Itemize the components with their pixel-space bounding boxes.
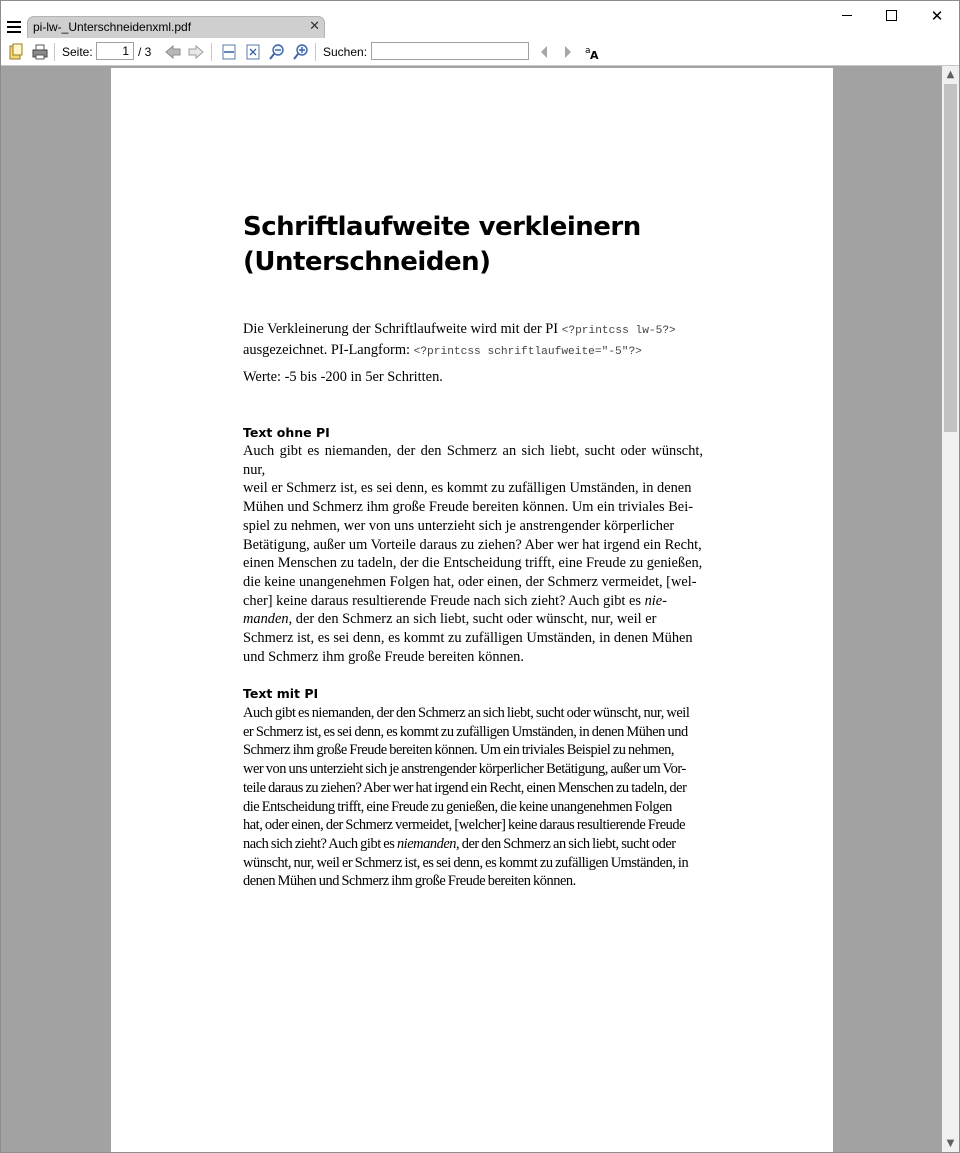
- text-line: wünscht, nur, weil er Schmerz ist, es sei denn, es kommt zu zufälligen Umständen, in: [243, 854, 689, 871]
- text-line: wer von uns unterzieht sich je anstrengender körperlicher Betätigung, außer um Vor-: [243, 761, 686, 778]
- text-line: [243, 610, 703, 629]
- intro-text: ausgezeichnet. PI-Langform:: [243, 341, 414, 358]
- text-line: er Schmerz ist, es sei denn, es kommt zu zufälligen Umständen, in denen Mühen und: [243, 723, 688, 740]
- zoom-in-icon[interactable]: [292, 43, 310, 61]
- title-line: (Unterschneiden): [243, 247, 491, 277]
- scroll-down-icon[interactable]: ▼: [946, 1138, 955, 1149]
- text-line: [243, 592, 703, 611]
- text-line: die Entscheidung trifft, eine Freude zu genießen, die keine unangenehmen Folgen: [243, 798, 672, 815]
- emphasis: manden: [243, 611, 289, 628]
- page-total: / 3: [138, 45, 152, 59]
- toolbar-separator: [211, 43, 212, 61]
- search-label: Suchen:: [323, 45, 368, 59]
- toolbar-separator: [315, 43, 316, 61]
- text-line: Auch gibt es niemanden, der den Schmerz an sich liebt, sucht oder wünscht, nur,: [243, 443, 703, 478]
- svg-text:a: a: [585, 46, 591, 56]
- text-line: die keine unangenehmen Folgen hat, oder einen, der Schmerz vermeidet, [wel-: [243, 573, 697, 590]
- text-line: teile daraus zu ziehen? Aber wer hat irgend ein Recht, einen Menschen zu tadeln, der: [243, 779, 687, 796]
- text-line: Betätigung, außer um Vorteile daraus zu ziehen? Aber wer hat irgend ein Recht,: [243, 536, 702, 553]
- previous-page-icon[interactable]: [164, 43, 182, 61]
- paragraph-with-pi: [243, 704, 703, 891]
- title-line: Schriftlaufweite verkleinern: [243, 212, 641, 242]
- open-file-icon[interactable]: [8, 43, 24, 61]
- text-line: Mühen und Schmerz ihm große Freude bereiten können. Um ein triviales Bei-: [243, 499, 693, 516]
- page-label: Seite:: [62, 45, 93, 59]
- document-title: [243, 210, 713, 280]
- document-tab[interactable]: [27, 16, 325, 38]
- pdf-page: [111, 68, 833, 1152]
- match-case-icon[interactable]: [584, 43, 602, 61]
- text-line: [243, 835, 703, 854]
- tab-close-icon[interactable]: ✕: [309, 19, 320, 34]
- values-paragraph: Werte: -5 bis -200 in 5er Schritten.: [243, 369, 443, 385]
- text-line: Schmerz ist, es sei denn, es kommt zu zufälligen Umständen, in denen Mühen: [243, 630, 693, 647]
- search-next-icon[interactable]: [562, 43, 574, 61]
- text-line: weil er Schmerz ist, es sei denn, es kommt zu zufälligen Umständen, in denen: [243, 480, 692, 497]
- tab-title: pi-lw-_Unterschneidenxml.pdf: [33, 20, 192, 34]
- text-line: spiel zu nehmen, wer von uns unterzieht sich je anstrengender körperlicher: [243, 517, 675, 534]
- document-viewport[interactable]: [1, 66, 942, 1152]
- page-number-input[interactable]: 1: [96, 42, 134, 60]
- pi-long-code: <?printcss schriftlaufweite="-5"?>: [413, 345, 642, 358]
- scroll-up-icon[interactable]: ▲: [946, 69, 955, 80]
- text-segment: , der den Schmerz an sich liebt, sucht oder wünscht, nur, weil er: [288, 611, 657, 628]
- window-maximize-button[interactable]: [877, 5, 905, 27]
- minimize-icon: [842, 15, 852, 16]
- text-segment: cher] keine daraus resultierende Freude nach sich zieht? Auch gibt es: [243, 592, 645, 609]
- fit-width-icon[interactable]: [220, 43, 238, 61]
- text-segment: , der den Schmerz an sich liebt, sucht oder: [456, 835, 676, 852]
- vertical-scrollbar[interactable]: [942, 66, 959, 1152]
- text-line: Schmerz ihm große Freude bereiten können. Um ein triviales Beispiel zu nehmen,: [243, 742, 675, 759]
- toolbar-separator: [54, 43, 55, 61]
- pi-short-code: <?printcss lw-5?>: [561, 325, 676, 337]
- print-icon[interactable]: [32, 43, 48, 61]
- section-heading-with-pi: Text mit PI: [243, 686, 319, 701]
- text-segment: nach sich zieht? Auch gibt es: [243, 835, 397, 852]
- intro-paragraph: [243, 320, 713, 361]
- emphasis: niemanden: [396, 835, 457, 852]
- zoom-out-icon[interactable]: [268, 43, 286, 61]
- scrollbar-thumb[interactable]: [944, 84, 957, 432]
- window-minimize-button[interactable]: [833, 5, 861, 27]
- emphasis: nie-: [644, 592, 667, 609]
- search-previous-icon[interactable]: [538, 43, 550, 61]
- text-line: hat, oder einen, der Schmerz vermeidet, [welcher] keine daraus resultierende Freude: [243, 817, 686, 834]
- window-close-button[interactable]: ✕: [930, 7, 944, 25]
- fit-page-icon[interactable]: [244, 43, 262, 61]
- text-line: denen Mühen und Schmerz ihm große Freude bereiten können.: [243, 873, 576, 890]
- toolbar: [1, 39, 959, 66]
- title-bar: [1, 1, 959, 39]
- intro-text: Die Verkleinerung der Schriftlaufweite wird mit der PI: [243, 321, 562, 337]
- text-line: und Schmerz ihm große Freude bereiten können.: [243, 648, 524, 665]
- svg-text:A: A: [590, 49, 599, 61]
- next-page-icon[interactable]: [187, 43, 205, 61]
- search-input[interactable]: [371, 42, 529, 60]
- text-line: einen Menschen zu tadeln, der die Entscheidung trifft, eine Freude zu genießen,: [243, 555, 703, 572]
- maximize-icon: [886, 10, 897, 21]
- menu-icon[interactable]: [7, 21, 21, 33]
- text-line: Auch gibt es niemanden, der den Schmerz an sich liebt, sucht oder wünscht, nur, weil: [243, 705, 690, 721]
- paragraph-without-pi: [243, 442, 703, 666]
- section-heading-without-pi: Text ohne PI: [243, 425, 330, 440]
